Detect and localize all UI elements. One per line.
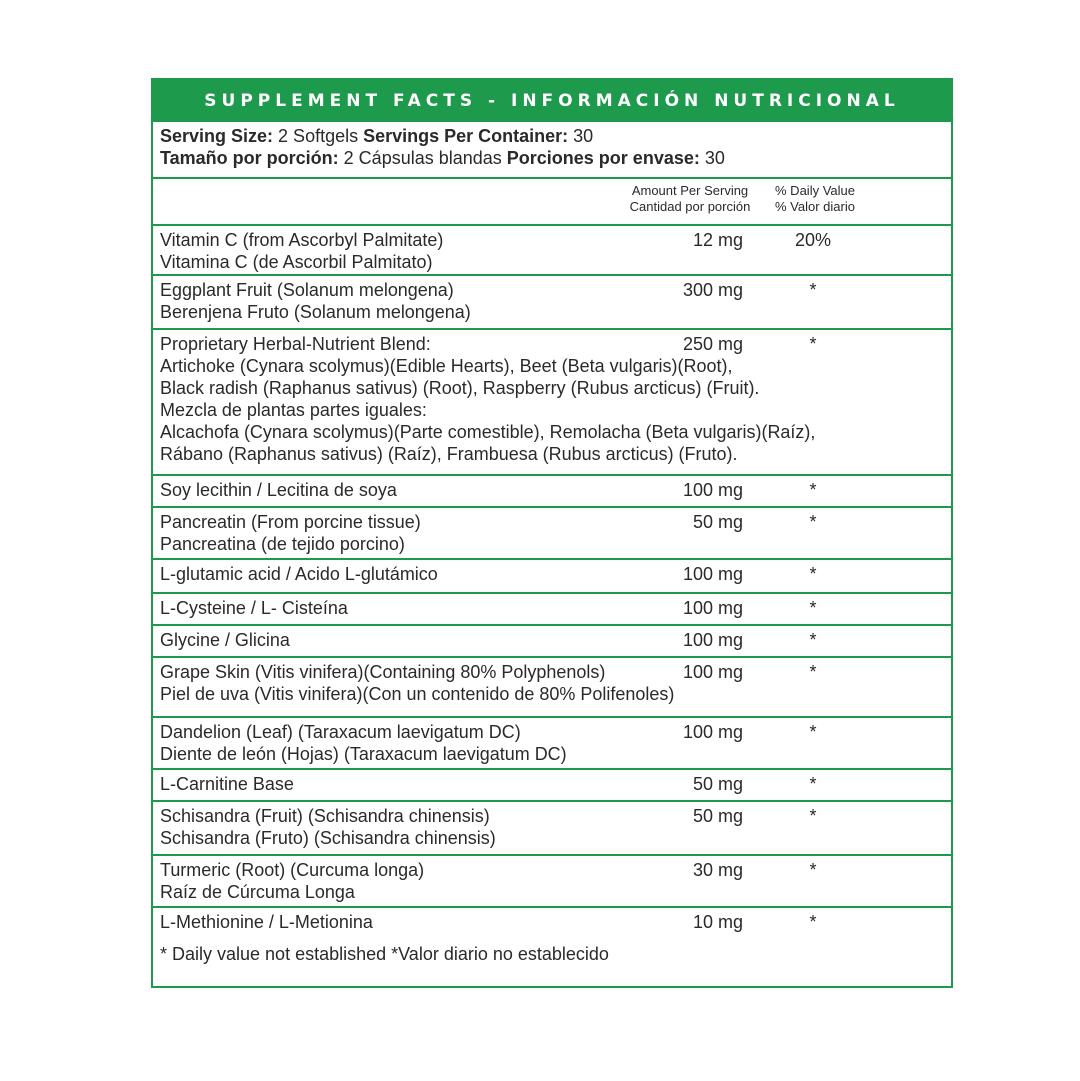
ingredient-name-line: Schisandra (Fruit) (Schisandra chinensis) <box>160 806 490 826</box>
ingredient-daily-value: * <box>809 512 817 532</box>
ingredient-row <box>153 594 951 626</box>
ingredient-amount: 12 mg <box>692 230 743 250</box>
ingredient-amount: 100 mg <box>682 630 743 650</box>
ingredient-amount: 100 mg <box>682 722 743 742</box>
ingredient-amount: 50 mg <box>692 774 743 794</box>
ingredient-daily-value: * <box>809 722 817 742</box>
ingredient-name-line: Piel de uva (Vitis vinifera)(Con un contenido de 80% Polifenoles) <box>160 684 675 704</box>
ingredient-daily-value: * <box>809 630 817 650</box>
ingredient-name-line: Turmeric (Root) (Curcuma longa) <box>160 860 425 880</box>
tamano-porcion-value: 2 Cápsulas blandas <box>338 148 507 168</box>
ingredient-name-line: L-glutamic acid / Acido L-glutámico <box>160 564 438 584</box>
ingredient-row <box>153 770 951 802</box>
ingredient-name-line: Berenjena Fruto (Solanum melongena) <box>160 302 471 322</box>
ingredient-daily-value: * <box>809 598 817 618</box>
ingredient-name-line: Alcachofa (Cynara scolymus)(Parte comestible), Remolacha (Beta vulgaris)(Raíz), <box>160 422 816 442</box>
ingredient-name-line: Pancreatina (de tejido porcino) <box>160 534 405 554</box>
ingredient-name-line: Grape Skin (Vitis vinifera)(Containing 80% Polyphenols) <box>160 662 606 682</box>
supplement-facts-panel <box>151 78 953 988</box>
ingredient-daily-value: 20% <box>794 230 832 250</box>
ingredient-name-line: Raíz de Cúrcuma Longa <box>160 882 355 902</box>
ingredient-name-line: L-Methionine / L-Metionina <box>160 912 373 932</box>
ingredient-daily-value: * <box>809 480 817 500</box>
serving-size-value: 2 Softgels <box>273 126 364 146</box>
amount-header-en: Amount Per Serving <box>631 183 749 198</box>
ingredient-name-line: Pancreatin (From porcine tissue) <box>160 512 421 532</box>
ingredient-name-line: Vitamin C (from Ascorbyl Palmitate) <box>160 230 444 250</box>
ingredient-name-line: Schisandra (Fruto) (Schisandra chinensis) <box>160 828 496 848</box>
ingredient-row <box>153 276 951 330</box>
ingredient-row <box>153 626 951 658</box>
footnote: * Daily value not established *Valor diario no establecido <box>160 944 609 964</box>
porciones-envase-value: 30 <box>699 148 725 168</box>
ingredient-row <box>153 658 951 718</box>
ingredient-daily-value: * <box>809 564 817 584</box>
ingredient-daily-value: * <box>809 860 817 880</box>
column-headers <box>153 179 951 226</box>
ingredient-row <box>153 476 951 508</box>
serving-line-en <box>160 125 951 147</box>
porciones-envase-label: Porciones por envase: <box>506 148 700 168</box>
ingredient-name-line: L-Carnitine Base <box>160 774 294 794</box>
dv-header-es: % Valor diario <box>775 199 855 214</box>
ingredient-row <box>153 226 951 276</box>
ingredient-name-line: Artichoke (Cynara scolymus)(Edible Hearts), Beet (Beta vulgaris)(Root), <box>160 356 733 376</box>
ingredient-amount: 10 mg <box>692 912 743 932</box>
ingredient-name-line: Proprietary Herbal-Nutrient Blend: <box>160 334 431 354</box>
ingredient-amount: 100 mg <box>682 564 743 584</box>
ingredient-name-line: Dandelion (Leaf) (Taraxacum laevigatum DC) <box>160 722 521 742</box>
ingredient-daily-value: * <box>809 662 817 682</box>
ingredient-row <box>153 560 951 594</box>
ingredient-name-line: Vitamina C (de Ascorbil Palmitato) <box>160 252 433 272</box>
ingredient-row <box>153 718 951 770</box>
serving-line-es <box>160 147 951 169</box>
ingredient-name-line: Soy lecithin / Lecitina de soya <box>160 480 397 500</box>
ingredient-row <box>153 908 951 940</box>
ingredient-name-line: Glycine / Glicina <box>160 630 290 650</box>
ingredient-amount: 50 mg <box>692 806 743 826</box>
ingredient-daily-value: * <box>809 280 817 300</box>
panel-title: SUPPLEMENT FACTS - INFORMACIÓN NUTRICIONAL <box>153 80 951 122</box>
ingredient-name-line: Diente de león (Hojas) (Taraxacum laevigatum DC) <box>160 744 567 764</box>
ingredient-name-line: Rábano (Raphanus sativus) (Raíz), Frambuesa (Rubus arcticus) (Fruto). <box>160 444 738 464</box>
tamano-porcion-label: Tamaño por porción: <box>160 148 339 168</box>
ingredient-amount: 100 mg <box>682 662 743 682</box>
ingredient-daily-value: * <box>809 806 817 826</box>
servings-per-container-label: Servings Per Container: <box>363 126 569 146</box>
ingredient-name-line: Eggplant Fruit (Solanum melongena) <box>160 280 454 300</box>
ingredient-row <box>153 330 951 476</box>
ingredient-daily-value: * <box>809 334 817 354</box>
ingredient-row <box>153 856 951 908</box>
ingredient-row <box>153 802 951 856</box>
servings-per-container-value: 30 <box>568 126 594 146</box>
serving-info <box>153 122 951 179</box>
ingredient-name-line: Black radish (Raphanus sativus) (Root), Raspberry (Rubus arcticus) (Fruit). <box>160 378 760 398</box>
ingredient-list <box>153 226 951 940</box>
ingredient-amount: 300 mg <box>682 280 743 300</box>
ingredient-amount: 50 mg <box>692 512 743 532</box>
ingredient-name-line: Mezcla de plantas partes iguales: <box>160 400 427 420</box>
ingredient-row <box>153 508 951 560</box>
ingredient-amount: 250 mg <box>682 334 743 354</box>
dv-header-en: % Daily Value <box>775 183 855 198</box>
serving-size-label: Serving Size: <box>160 126 274 146</box>
ingredient-amount: 30 mg <box>692 860 743 880</box>
amount-column-header <box>615 183 765 215</box>
ingredient-amount: 100 mg <box>682 480 743 500</box>
amount-header-es: Cantidad por porción <box>629 199 751 214</box>
ingredient-daily-value: * <box>809 774 817 794</box>
ingredient-amount: 100 mg <box>682 598 743 618</box>
ingredient-daily-value: * <box>809 912 817 932</box>
ingredient-name-line: L-Cysteine / L- Cisteína <box>160 598 348 618</box>
daily-value-column-header <box>765 183 865 215</box>
